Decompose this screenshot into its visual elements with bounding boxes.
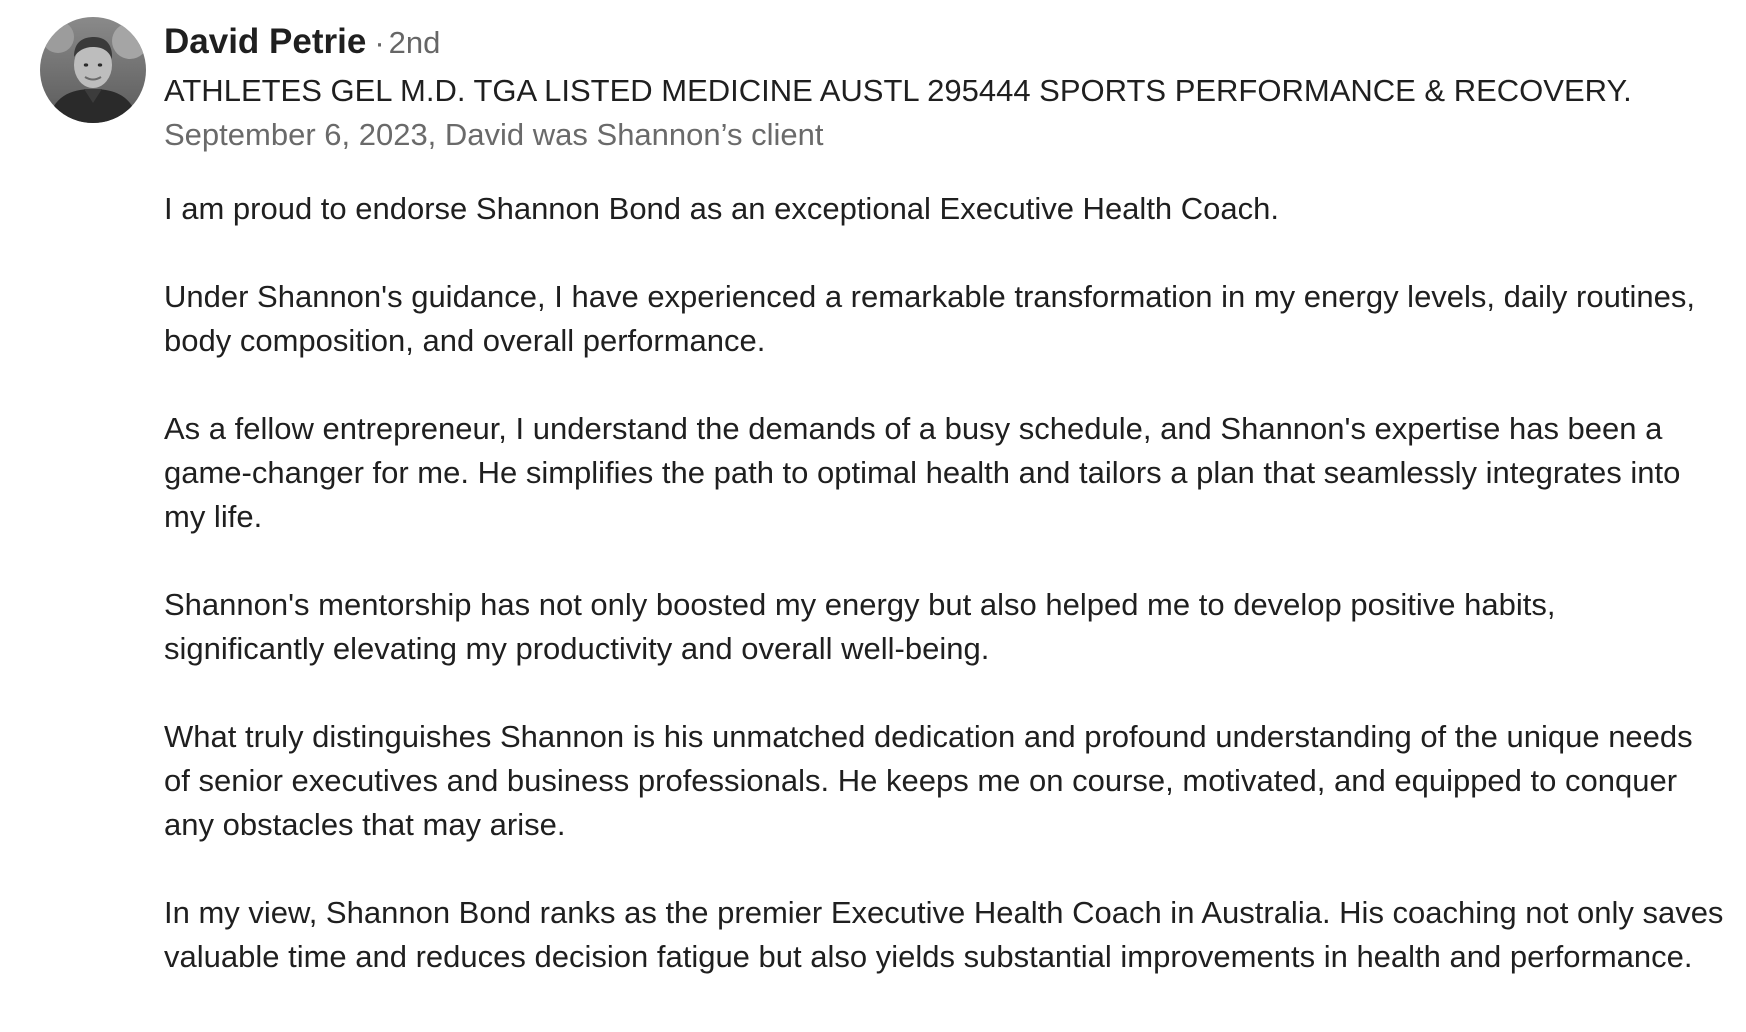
author-name-link[interactable]: David Petrie — [164, 22, 367, 61]
author-header — [164, 22, 440, 68]
paragraph: In my view, Shannon Bond ranks as the premier Executive Health Coach in Australia. His coaching not only saves valuable time and reduces decision fatigue but also yields substantial improvements in health and performance. — [164, 895, 1724, 974]
paragraph: Under Shannon's guidance, I have experienced a remarkable transformation in my energy levels, daily routines, body composition, and overall performance. — [164, 279, 1695, 358]
connection-degree: 2nd — [388, 25, 441, 60]
paragraph: What truly distinguishes Shannon is his unmatched dedication and profound understanding of the unique needs of senior executives and business professionals. He keeps me on course, motivated, and equipped to conquer any obstacles that may arise. — [164, 719, 1693, 842]
avatar[interactable] — [40, 17, 146, 123]
author-headline: ATHLETES GEL M.D. TGA LISTED MEDICINE AUSTL 295444 SPORTS PERFORMANCE & RECOVERY. — [164, 73, 1632, 108]
profile-photo-icon — [40, 17, 146, 123]
paragraph: I am proud to endorse Shannon Bond as an exceptional Executive Health Coach. — [164, 191, 1280, 226]
degree-separator: · — [374, 25, 385, 60]
paragraph: Shannon's mentorship has not only boosted my energy but also helped me to develop positive habits, significantly elevating my productivity and overall well-being. — [164, 587, 1556, 666]
recommendation-text — [164, 187, 1724, 1023]
paragraph: As a fellow entrepreneur, I understand the demands of a busy schedule, and Shannon's expertise has been a game-changer for me. He simplifies the path to optimal health and tailors a plan that seamlessly integrates into my life. — [164, 411, 1681, 534]
recommendation-meta: September 6, 2023, David was Shannon’s client — [164, 117, 824, 152]
